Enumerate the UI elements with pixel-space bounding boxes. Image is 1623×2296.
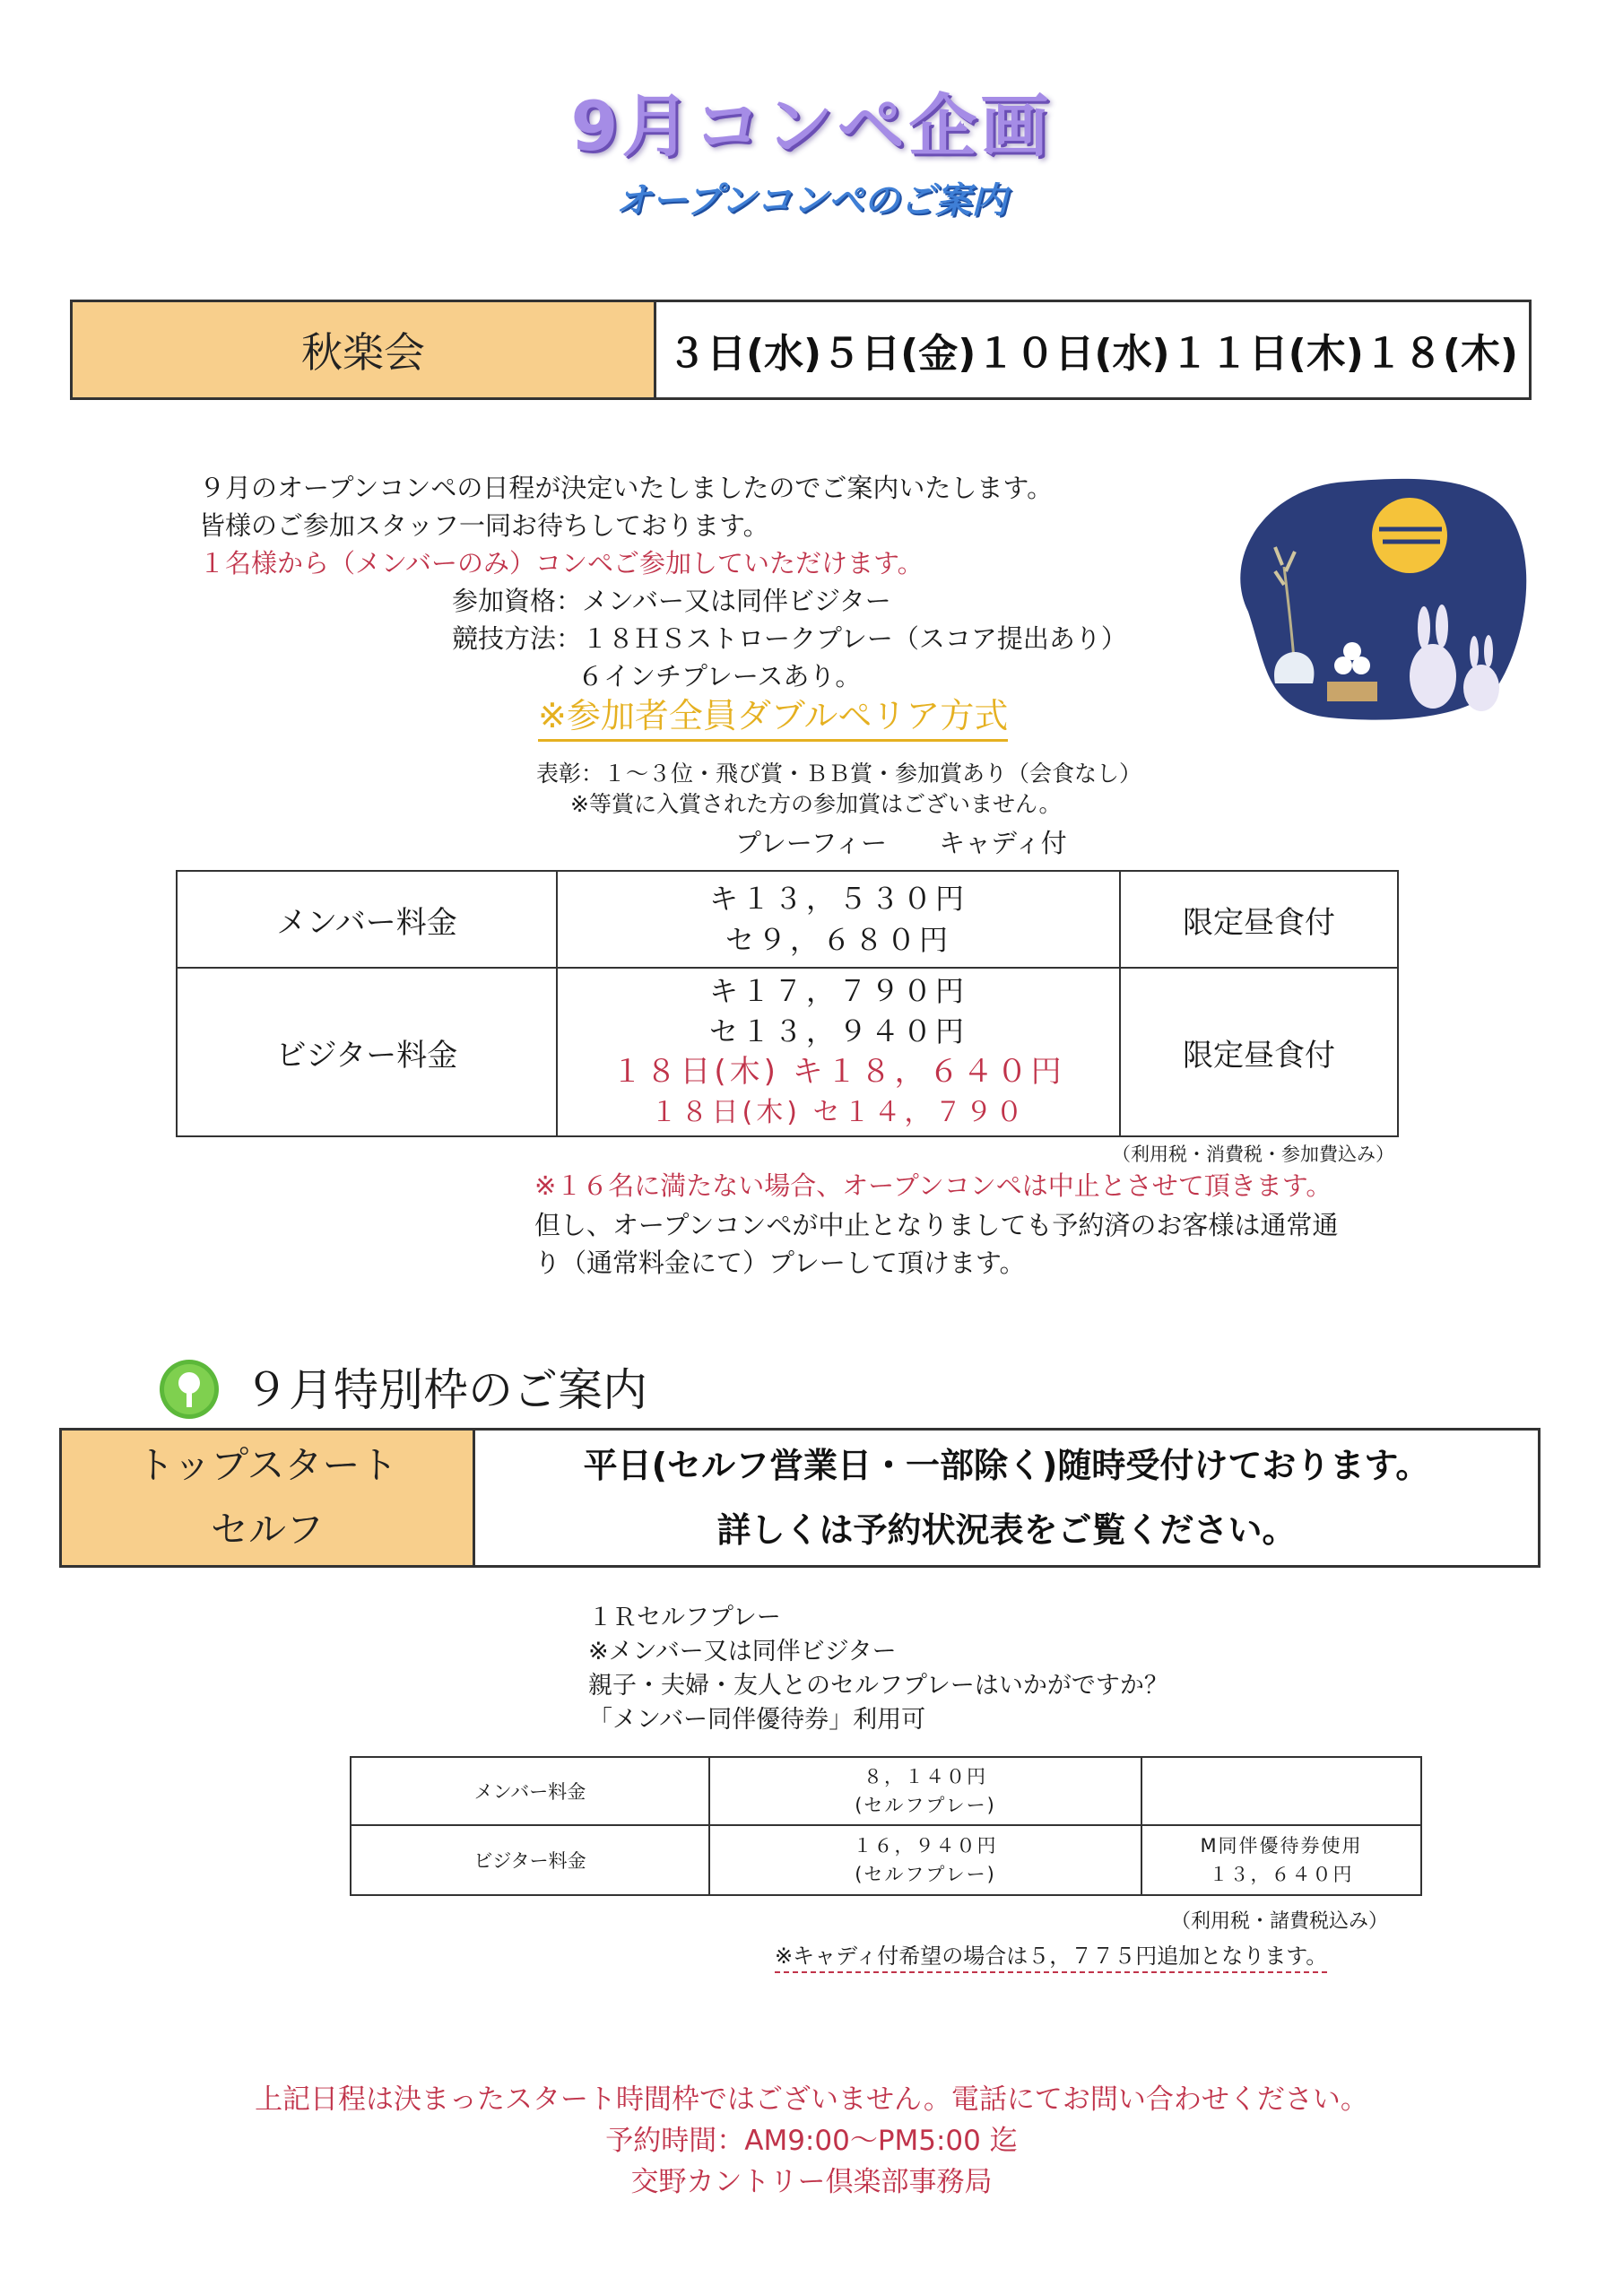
table-row bbox=[351, 1757, 1421, 1825]
visitor-price-4: １８日(木) セ１４，７９０ bbox=[650, 1097, 1027, 1128]
member-prices bbox=[557, 871, 1120, 968]
footer-line-2: 予約時間：AM9:00～PM5:00 迄 bbox=[605, 2125, 1018, 2157]
self-info-3: 親子・夫婦・友人とのセルフプレーはいかがですか？ bbox=[588, 1672, 1168, 1700]
peoria-text: ※参加者全員ダブルペリア方式 bbox=[538, 692, 1008, 742]
tax-note: （利用税・消費税・参加費込み） bbox=[1112, 1144, 1394, 1165]
event-dates: ３日(水)５日(金)１０日(水)１１日(木)１８(木) bbox=[666, 331, 1519, 377]
member-label: メンバー料金 bbox=[177, 871, 557, 968]
visitor-note: 限定昼食付 bbox=[1120, 968, 1398, 1136]
self-visitor-extra-1: M同伴優待券使用 bbox=[1200, 1835, 1363, 1857]
cancel-line-1: ※１６名に満たない場合、オープンコンペは中止とさせて頂きます。 bbox=[534, 1170, 1332, 1201]
self-visitor-price bbox=[709, 1825, 1141, 1895]
fee-header: プレーフィー キャディ付 bbox=[735, 828, 1067, 858]
event-box bbox=[70, 300, 1532, 400]
member-note: 限定昼食付 bbox=[1120, 871, 1398, 968]
self-info-2: ※メンバー又は同伴ビジター bbox=[588, 1638, 897, 1665]
special-label-1: トップスタート bbox=[136, 1443, 398, 1487]
visitor-price-1: キ１７，７９０円 bbox=[708, 974, 968, 1008]
self-visitor-label: ビジター料金 bbox=[351, 1825, 709, 1895]
self-member-label: メンバー料金 bbox=[351, 1757, 709, 1825]
self-member-price-value: ８，１４０円 bbox=[864, 1766, 987, 1787]
self-member-price bbox=[709, 1757, 1141, 1825]
qualification-text: 参加資格：メンバー又は同伴ビジター bbox=[452, 586, 891, 616]
intro-line-2: 皆様のご参加スタッフ一同お待ちしております。 bbox=[199, 510, 769, 541]
special-value-1: 平日(セルフ営業日・一部除く)随時受付けております。 bbox=[583, 1446, 1430, 1485]
self-price-table bbox=[350, 1756, 1422, 1896]
member-price-2: セ９，６８０円 bbox=[725, 923, 951, 957]
special-value-2: 詳しくは予約状況表をご覧ください。 bbox=[716, 1510, 1297, 1550]
self-member-extra bbox=[1141, 1757, 1421, 1825]
table-row bbox=[351, 1825, 1421, 1895]
member-price-1: キ１３，５３０円 bbox=[708, 882, 968, 916]
self-visitor-extra-2: １３，６４０円 bbox=[1209, 1864, 1354, 1885]
golf-ball-icon bbox=[158, 1358, 221, 1421]
visitor-price-3: １８日(木) キ１８，６４０円 bbox=[612, 1054, 1065, 1090]
visitor-label: ビジター料金 bbox=[177, 968, 557, 1136]
page-title: 9月コンペ企画 bbox=[570, 86, 1053, 166]
self-tax-note: （利用税・諸費税込み） bbox=[1171, 1910, 1389, 1933]
intro-line-3: １名様から（メンバーのみ）コンペご参加していただけます。 bbox=[199, 548, 924, 578]
cancel-line-3: り（通常料金にて）プレーして頂けます。 bbox=[534, 1248, 1026, 1278]
method-text: 競技方法：１８ＨＳストロークプレー（スコア提出あり） bbox=[452, 623, 1127, 654]
self-visitor-extra bbox=[1141, 1825, 1421, 1895]
footer-line-3: 交野カントリー倶楽部事務局 bbox=[630, 2166, 993, 2198]
page-subtitle: オープンコンペのご案内 bbox=[615, 180, 1008, 222]
event-name: 秋楽会 bbox=[73, 302, 656, 397]
footer-line-1: 上記日程は決まったスタート時間枠ではございません。電話にてお問い合わせください。 bbox=[255, 2083, 1368, 2116]
self-info-1: １Ｒセルフプレー bbox=[588, 1604, 781, 1631]
special-label-2: セルフ bbox=[210, 1508, 324, 1552]
visitor-price-2: セ１３，９４０円 bbox=[708, 1014, 968, 1048]
table-row bbox=[177, 871, 1398, 968]
special-label bbox=[62, 1431, 475, 1565]
visitor-prices bbox=[557, 968, 1120, 1136]
self-visitor-price-sub: (セルフプレー) bbox=[855, 1864, 996, 1885]
self-member-price-sub: (セルフプレー) bbox=[855, 1795, 996, 1816]
special-heading: ９月特別枠のご案内 bbox=[244, 1364, 647, 1416]
self-info-4: 「メンバー同伴優待券」利用可 bbox=[588, 1706, 926, 1734]
inch-text: ６インチプレースあり。 bbox=[577, 661, 862, 691]
caddie-note: ※キャディ付希望の場合は５，７７５円追加となります。 bbox=[775, 1941, 1327, 1973]
cancel-line-2: 但し、オープンコンペが中止となりましても予約済のお客様は通常通 bbox=[534, 1210, 1339, 1240]
special-value bbox=[475, 1431, 1538, 1565]
intro-line-1: ９月のオープンコンペの日程が決定いたしましたのでご案内いたします。 bbox=[199, 473, 1054, 503]
table-row bbox=[177, 968, 1398, 1136]
award-text: 表彰：１～３位・飛び賞・ＢＢ賞・参加賞あり（会食なし） bbox=[536, 761, 1142, 787]
moon-rabbit-illustration bbox=[1212, 459, 1544, 728]
award-note: ※等賞に入賞された方の参加賞はございません。 bbox=[570, 791, 1062, 817]
special-box bbox=[59, 1428, 1541, 1568]
price-table bbox=[176, 870, 1399, 1137]
self-visitor-price-value: １６，９４０円 bbox=[853, 1835, 998, 1857]
